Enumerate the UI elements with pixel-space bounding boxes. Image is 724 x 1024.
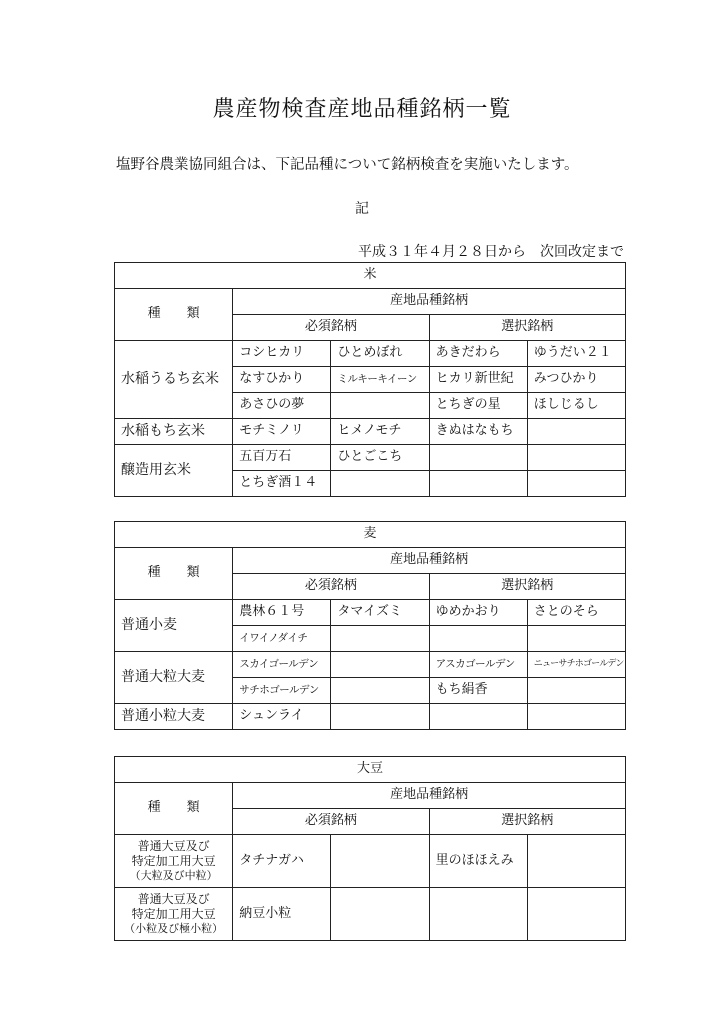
brand-cell: 農林６１号 bbox=[233, 600, 331, 626]
brand-cell bbox=[527, 445, 625, 471]
brand-header: 産地品種銘柄 bbox=[233, 289, 626, 315]
required-header: 必須銘柄 bbox=[233, 809, 429, 835]
brand-cell bbox=[331, 678, 429, 704]
brand-cell: さとのそら bbox=[527, 600, 625, 626]
brand-cell: ひとめぼれ bbox=[331, 341, 429, 367]
brand-cell: ヒメノモチ bbox=[331, 419, 429, 445]
kind-header: 種 類 bbox=[115, 783, 233, 835]
brand-cell: ニューサチホゴールデン bbox=[527, 652, 625, 678]
brand-cell: 納豆小粒 bbox=[233, 888, 331, 941]
brand-cell bbox=[429, 704, 527, 730]
brand-cell: きぬはなもち bbox=[429, 419, 527, 445]
brand-cell bbox=[527, 626, 625, 652]
brand-cell: 里のほほえみ bbox=[429, 835, 527, 888]
brand-cell bbox=[527, 678, 625, 704]
selected-header: 選択銘柄 bbox=[429, 809, 625, 835]
brand-cell: あさひの夢 bbox=[233, 393, 331, 419]
brand-cell: ほしじるし bbox=[527, 393, 625, 419]
brand-cell: シュンライ bbox=[233, 704, 331, 730]
brand-cell bbox=[429, 471, 527, 497]
selected-header: 選択銘柄 bbox=[429, 574, 625, 600]
brand-cell: サチホゴールデン bbox=[233, 678, 331, 704]
kind-header: 種 類 bbox=[115, 289, 233, 341]
brand-cell bbox=[429, 888, 527, 941]
brand-header: 産地品種銘柄 bbox=[233, 783, 626, 809]
brand-cell: コシヒカリ bbox=[233, 341, 331, 367]
brand-cell: あきだわら bbox=[429, 341, 527, 367]
brand-cell bbox=[527, 704, 625, 730]
brand-cell: ゆめかおり bbox=[429, 600, 527, 626]
validity-period: 平成３１年４月２８日から 次回改定まで bbox=[358, 244, 624, 260]
ki-heading: 記 bbox=[355, 201, 369, 217]
brand-cell: ひとごこち bbox=[331, 445, 429, 471]
brand-cell: とちぎの星 bbox=[429, 393, 527, 419]
selected-header: 選択銘柄 bbox=[429, 315, 625, 341]
brand-cell: 五百万石 bbox=[233, 445, 331, 471]
brand-cell bbox=[331, 471, 429, 497]
brand-cell: イワイノダイチ bbox=[233, 626, 331, 652]
kind-cell: 普通大粒大麦 bbox=[115, 652, 233, 704]
brand-cell: スカイゴールデン bbox=[233, 652, 331, 678]
brand-cell: みつひかり bbox=[527, 367, 625, 393]
section-title: 米 bbox=[115, 263, 626, 289]
kind-cell: 普通小粒大麦 bbox=[115, 704, 233, 730]
brand-cell bbox=[527, 835, 625, 888]
kind-cell: 水稲もち玄米 bbox=[115, 419, 233, 445]
kind-cell: 普通大豆及び 特定加工用大豆 （小粒及び極小粒） bbox=[115, 888, 233, 941]
brand-cell bbox=[331, 704, 429, 730]
brand-cell: ゆうだい２１ bbox=[527, 341, 625, 367]
brand-cell: もち絹香 bbox=[429, 678, 527, 704]
kind-cell: 普通小麦 bbox=[115, 600, 233, 652]
brand-cell bbox=[429, 445, 527, 471]
kind-cell: 水稲うるち玄米 bbox=[115, 341, 233, 419]
brand-cell: タマイズミ bbox=[331, 600, 429, 626]
required-header: 必須銘柄 bbox=[233, 574, 429, 600]
brand-cell: モチミノリ bbox=[233, 419, 331, 445]
brand-cell: ミルキーキイーン bbox=[331, 367, 429, 393]
brand-cell bbox=[331, 393, 429, 419]
brand-cell bbox=[527, 888, 625, 941]
kind-cell: 醸造用玄米 bbox=[115, 445, 233, 497]
intro-text: 塩野谷農業協同組合は、下記品種について銘柄検査を実施いたします。 bbox=[116, 157, 579, 173]
rice-table bbox=[114, 262, 626, 497]
required-header: 必須銘柄 bbox=[233, 315, 429, 341]
brand-cell: とちぎ酒１４ bbox=[233, 471, 331, 497]
brand-cell bbox=[527, 471, 625, 497]
brand-cell bbox=[331, 626, 429, 652]
brand-cell bbox=[331, 888, 429, 941]
brand-header: 産地品種銘柄 bbox=[233, 548, 626, 574]
brand-cell bbox=[527, 419, 625, 445]
brand-cell bbox=[331, 652, 429, 678]
soy-table bbox=[114, 756, 626, 941]
brand-cell: なすひかり bbox=[233, 367, 331, 393]
wheat-table bbox=[114, 521, 626, 730]
kind-header: 種 類 bbox=[115, 548, 233, 600]
brand-cell bbox=[331, 835, 429, 888]
brand-cell: アスカゴールデン bbox=[429, 652, 527, 678]
brand-cell: タチナガハ bbox=[233, 835, 331, 888]
brand-cell bbox=[429, 626, 527, 652]
brand-cell: ヒカリ新世紀 bbox=[429, 367, 527, 393]
kind-cell: 普通大豆及び 特定加工用大豆 （大粒及び中粒） bbox=[115, 835, 233, 888]
section-title: 麦 bbox=[115, 522, 626, 548]
page-title: 農産物検査産地品種銘柄一覧 bbox=[212, 97, 512, 122]
section-title: 大豆 bbox=[115, 757, 626, 783]
